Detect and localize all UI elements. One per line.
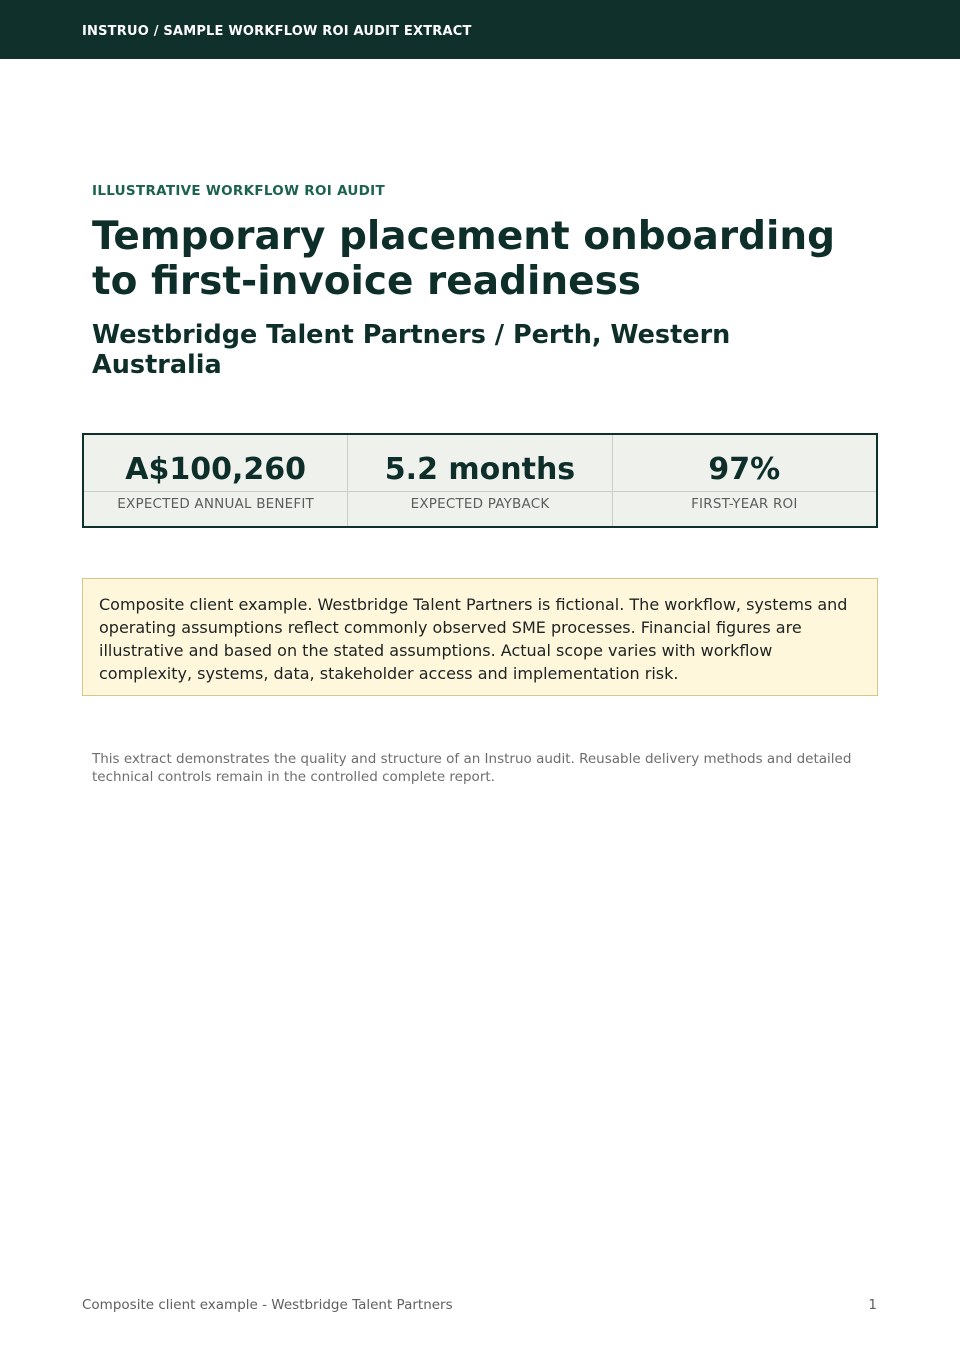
page-title: Temporary placement onboarding to first-invoice readiness (92, 214, 836, 304)
metric-label: FIRST-YEAR ROI (691, 496, 798, 512)
disclaimer-text: Composite client example. Westbridge Talent Partners is fictional. The workflow, systems and operating assumptions reflect commonly observed SME processes. Financial figures are illustrative and based on the stated assumptions. Actual scope varies with workflow complexity, systems, data, stakeholder access and implementation risk. (99, 595, 848, 683)
header-bar-text: INSTRUO / SAMPLE WORKFLOW ROI AUDIT EXTRACT (82, 24, 472, 39)
page-subtitle: Westbridge Talent Partners / Perth, Western Australia (92, 320, 731, 380)
metric-divider (348, 491, 611, 492)
footer-text: Composite client example - Westbridge Talent Partners (82, 1297, 453, 1313)
metrics-panel (82, 433, 878, 528)
header-bar (0, 0, 960, 59)
extract-note: This extract demonstrates the quality and structure of an Instruo audit. Reusable delivery methods and detailed technical controls remain in the controlled complete report. (92, 751, 852, 785)
metric-value: 5.2 months (384, 452, 576, 487)
disclaimer-notice (82, 578, 878, 696)
eyebrow-label: ILLUSTRATIVE WORKFLOW ROI AUDIT (92, 183, 385, 199)
metric-value: A$100,260 (125, 452, 307, 487)
metric-value: 97% (708, 452, 781, 487)
page-number: 1 (868, 1297, 877, 1313)
metric-divider (84, 491, 347, 492)
metric-divider (613, 491, 876, 492)
metric-payback (348, 435, 612, 526)
metric-label: EXPECTED ANNUAL BENEFIT (117, 496, 315, 512)
metric-label: EXPECTED PAYBACK (410, 496, 550, 512)
metric-annual-benefit (84, 435, 348, 526)
metric-first-year-roi (613, 435, 876, 526)
